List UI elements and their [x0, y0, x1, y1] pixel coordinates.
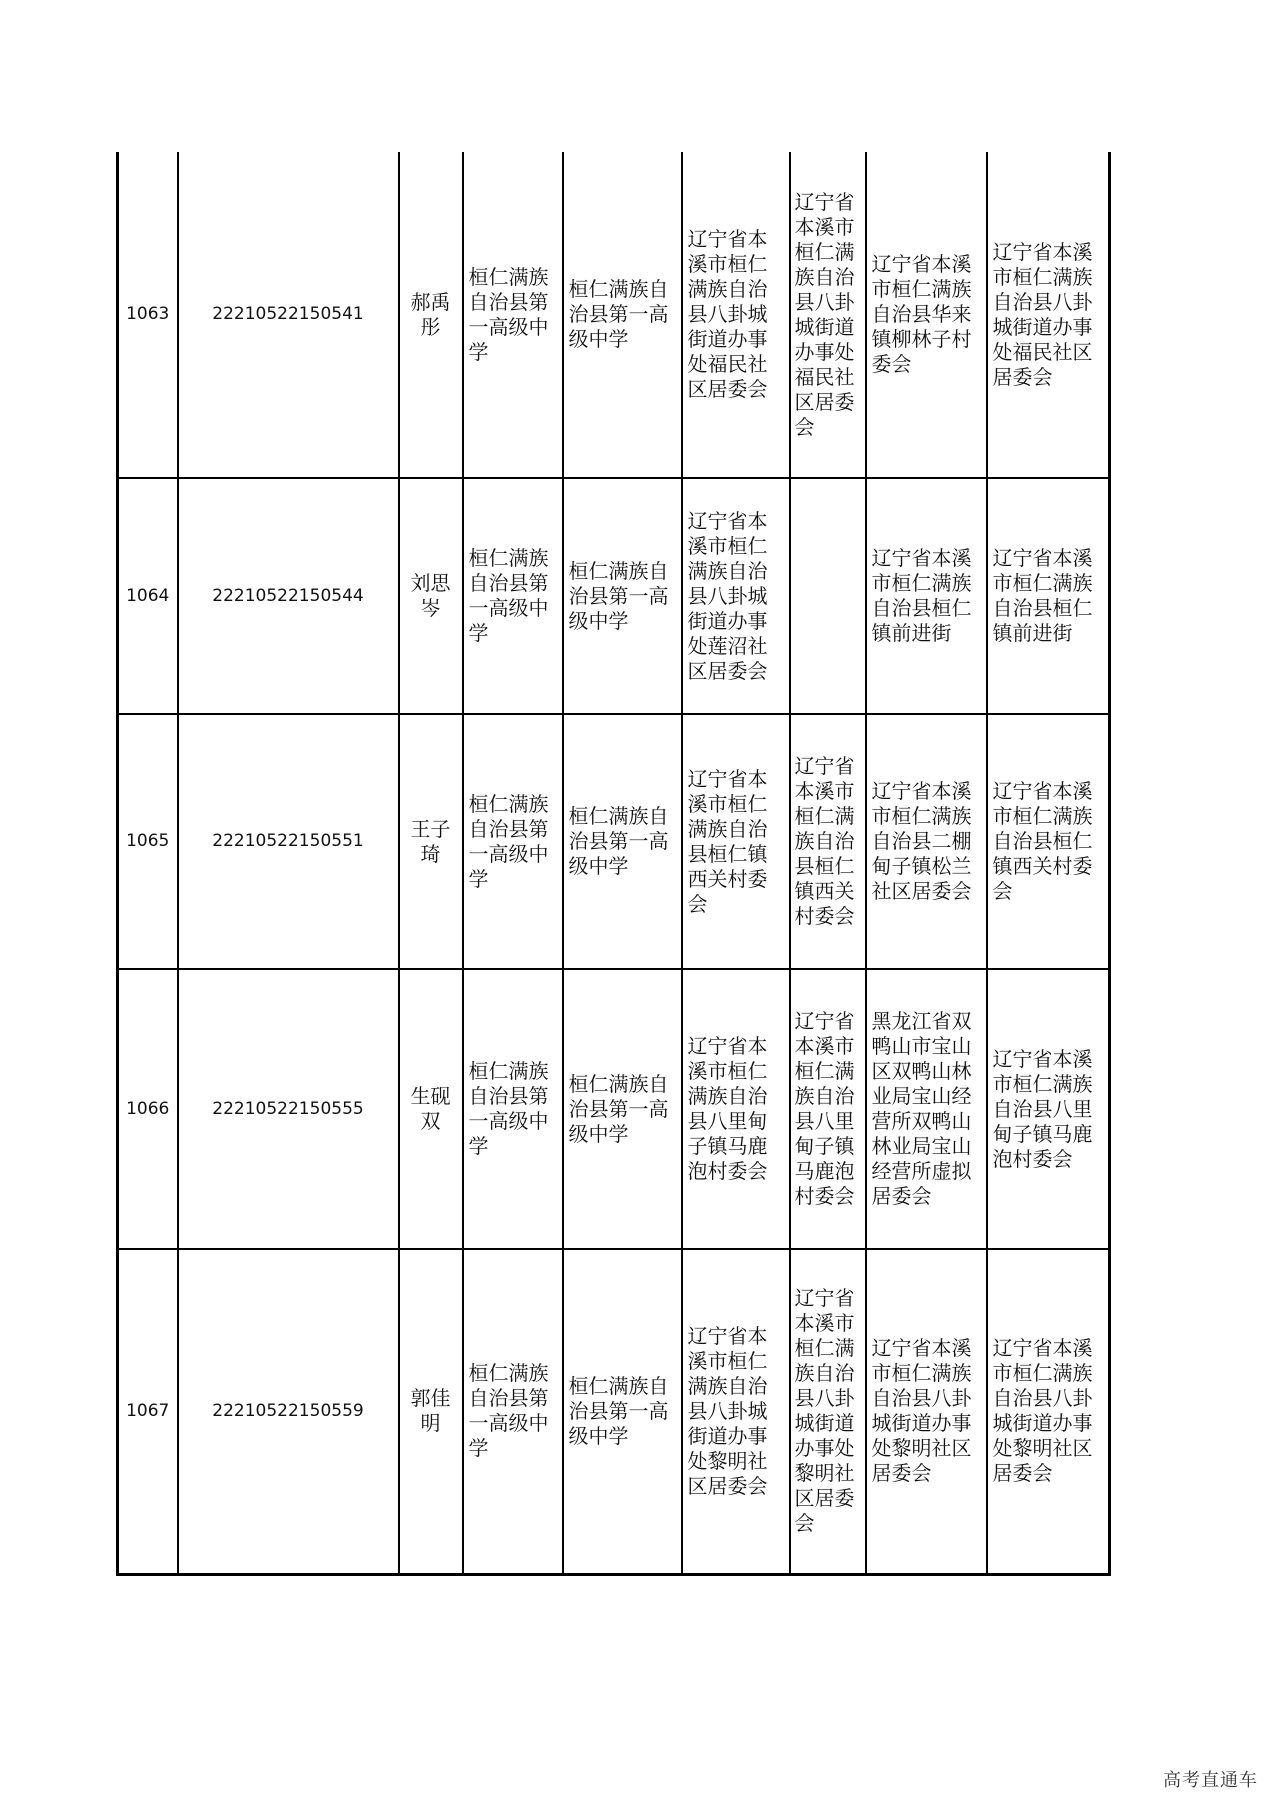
address-c: 辽宁省本溪市桓仁满族自治县华来镇柳林子村委会 [866, 152, 987, 478]
table-row [118, 478, 1110, 714]
student-name: 郝禹彤 [399, 152, 463, 478]
exam-id: 22210522150555 [178, 969, 399, 1249]
row-number: 1067 [118, 1249, 178, 1574]
address-b: 辽宁省本溪市桓仁满族自治县八卦城街道办事处福民社区居委会 [790, 152, 866, 478]
address-c: 黑龙江省双鸭山市宝山区双鸭山林业局宝山经营所双鸭山林业局宝山经营所虚拟居委会 [866, 969, 987, 1249]
student-name: 刘思岑 [399, 478, 463, 714]
table-row [118, 1249, 1110, 1574]
address-b: 辽宁省本溪市桓仁满族自治县桓仁镇西关村委会 [790, 714, 866, 969]
site-watermark: 高考直通车 [1163, 1770, 1258, 1791]
graduation-school: 桓仁满族自治县第一高级中学 [463, 1249, 563, 1574]
address-a: 辽宁省本溪市桓仁满族自治县八卦城街道办事处福民社区居委会 [682, 152, 790, 478]
address-a: 辽宁省本溪市桓仁满族自治县八卦城街道办事处莲沼社区居委会 [682, 478, 790, 714]
address-a: 辽宁省本溪市桓仁满族自治县桓仁镇西关村委会 [682, 714, 790, 969]
applying-school: 桓仁满族自治县第一高级中学 [563, 478, 682, 714]
table-row [118, 714, 1110, 969]
student-name: 郭佳明 [399, 1249, 463, 1574]
row-number: 1064 [118, 478, 178, 714]
applying-school: 桓仁满族自治县第一高级中学 [563, 1249, 682, 1574]
address-d: 辽宁省本溪市桓仁满族自治县八卦城街道办事处福民社区居委会 [987, 152, 1110, 478]
exam-id: 22210522150559 [178, 1249, 399, 1574]
applying-school: 桓仁满族自治县第一高级中学 [563, 969, 682, 1249]
address-b: 辽宁省本溪市桓仁满族自治县八卦城街道办事处黎明社区居委会 [790, 1249, 866, 1574]
student-roster-table [116, 152, 1111, 1576]
graduation-school: 桓仁满族自治县第一高级中学 [463, 714, 563, 969]
exam-id: 22210522150541 [178, 152, 399, 478]
address-c: 辽宁省本溪市桓仁满族自治县八卦城街道办事处黎明社区居委会 [866, 1249, 987, 1574]
address-d: 辽宁省本溪市桓仁满族自治县桓仁镇西关村委会 [987, 714, 1110, 969]
address-a: 辽宁省本溪市桓仁满族自治县八卦城街道办事处黎明社区居委会 [682, 1249, 790, 1574]
exam-id: 22210522150551 [178, 714, 399, 969]
address-b [790, 478, 866, 714]
graduation-school: 桓仁满族自治县第一高级中学 [463, 969, 563, 1249]
address-b: 辽宁省本溪市桓仁满族自治县八里甸子镇马鹿泡村委会 [790, 969, 866, 1249]
graduation-school: 桓仁满族自治县第一高级中学 [463, 478, 563, 714]
row-number: 1065 [118, 714, 178, 969]
student-name: 生砚双 [399, 969, 463, 1249]
address-a: 辽宁省本溪市桓仁满族自治县八里甸子镇马鹿泡村委会 [682, 969, 790, 1249]
applying-school: 桓仁满族自治县第一高级中学 [563, 152, 682, 478]
table-row [118, 152, 1110, 478]
row-number: 1063 [118, 152, 178, 478]
address-d: 辽宁省本溪市桓仁满族自治县桓仁镇前进街 [987, 478, 1110, 714]
exam-id: 22210522150544 [178, 478, 399, 714]
address-d: 辽宁省本溪市桓仁满族自治县八卦城街道办事处黎明社区居委会 [987, 1249, 1110, 1574]
student-name: 王子琦 [399, 714, 463, 969]
table-row [118, 969, 1110, 1249]
applying-school: 桓仁满族自治县第一高级中学 [563, 714, 682, 969]
graduation-school: 桓仁满族自治县第一高级中学 [463, 152, 563, 478]
address-c: 辽宁省本溪市桓仁满族自治县二棚甸子镇松兰社区居委会 [866, 714, 987, 969]
address-d: 辽宁省本溪市桓仁满族自治县八里甸子镇马鹿泡村委会 [987, 969, 1110, 1249]
address-c: 辽宁省本溪市桓仁满族自治县桓仁镇前进街 [866, 478, 987, 714]
row-number: 1066 [118, 969, 178, 1249]
